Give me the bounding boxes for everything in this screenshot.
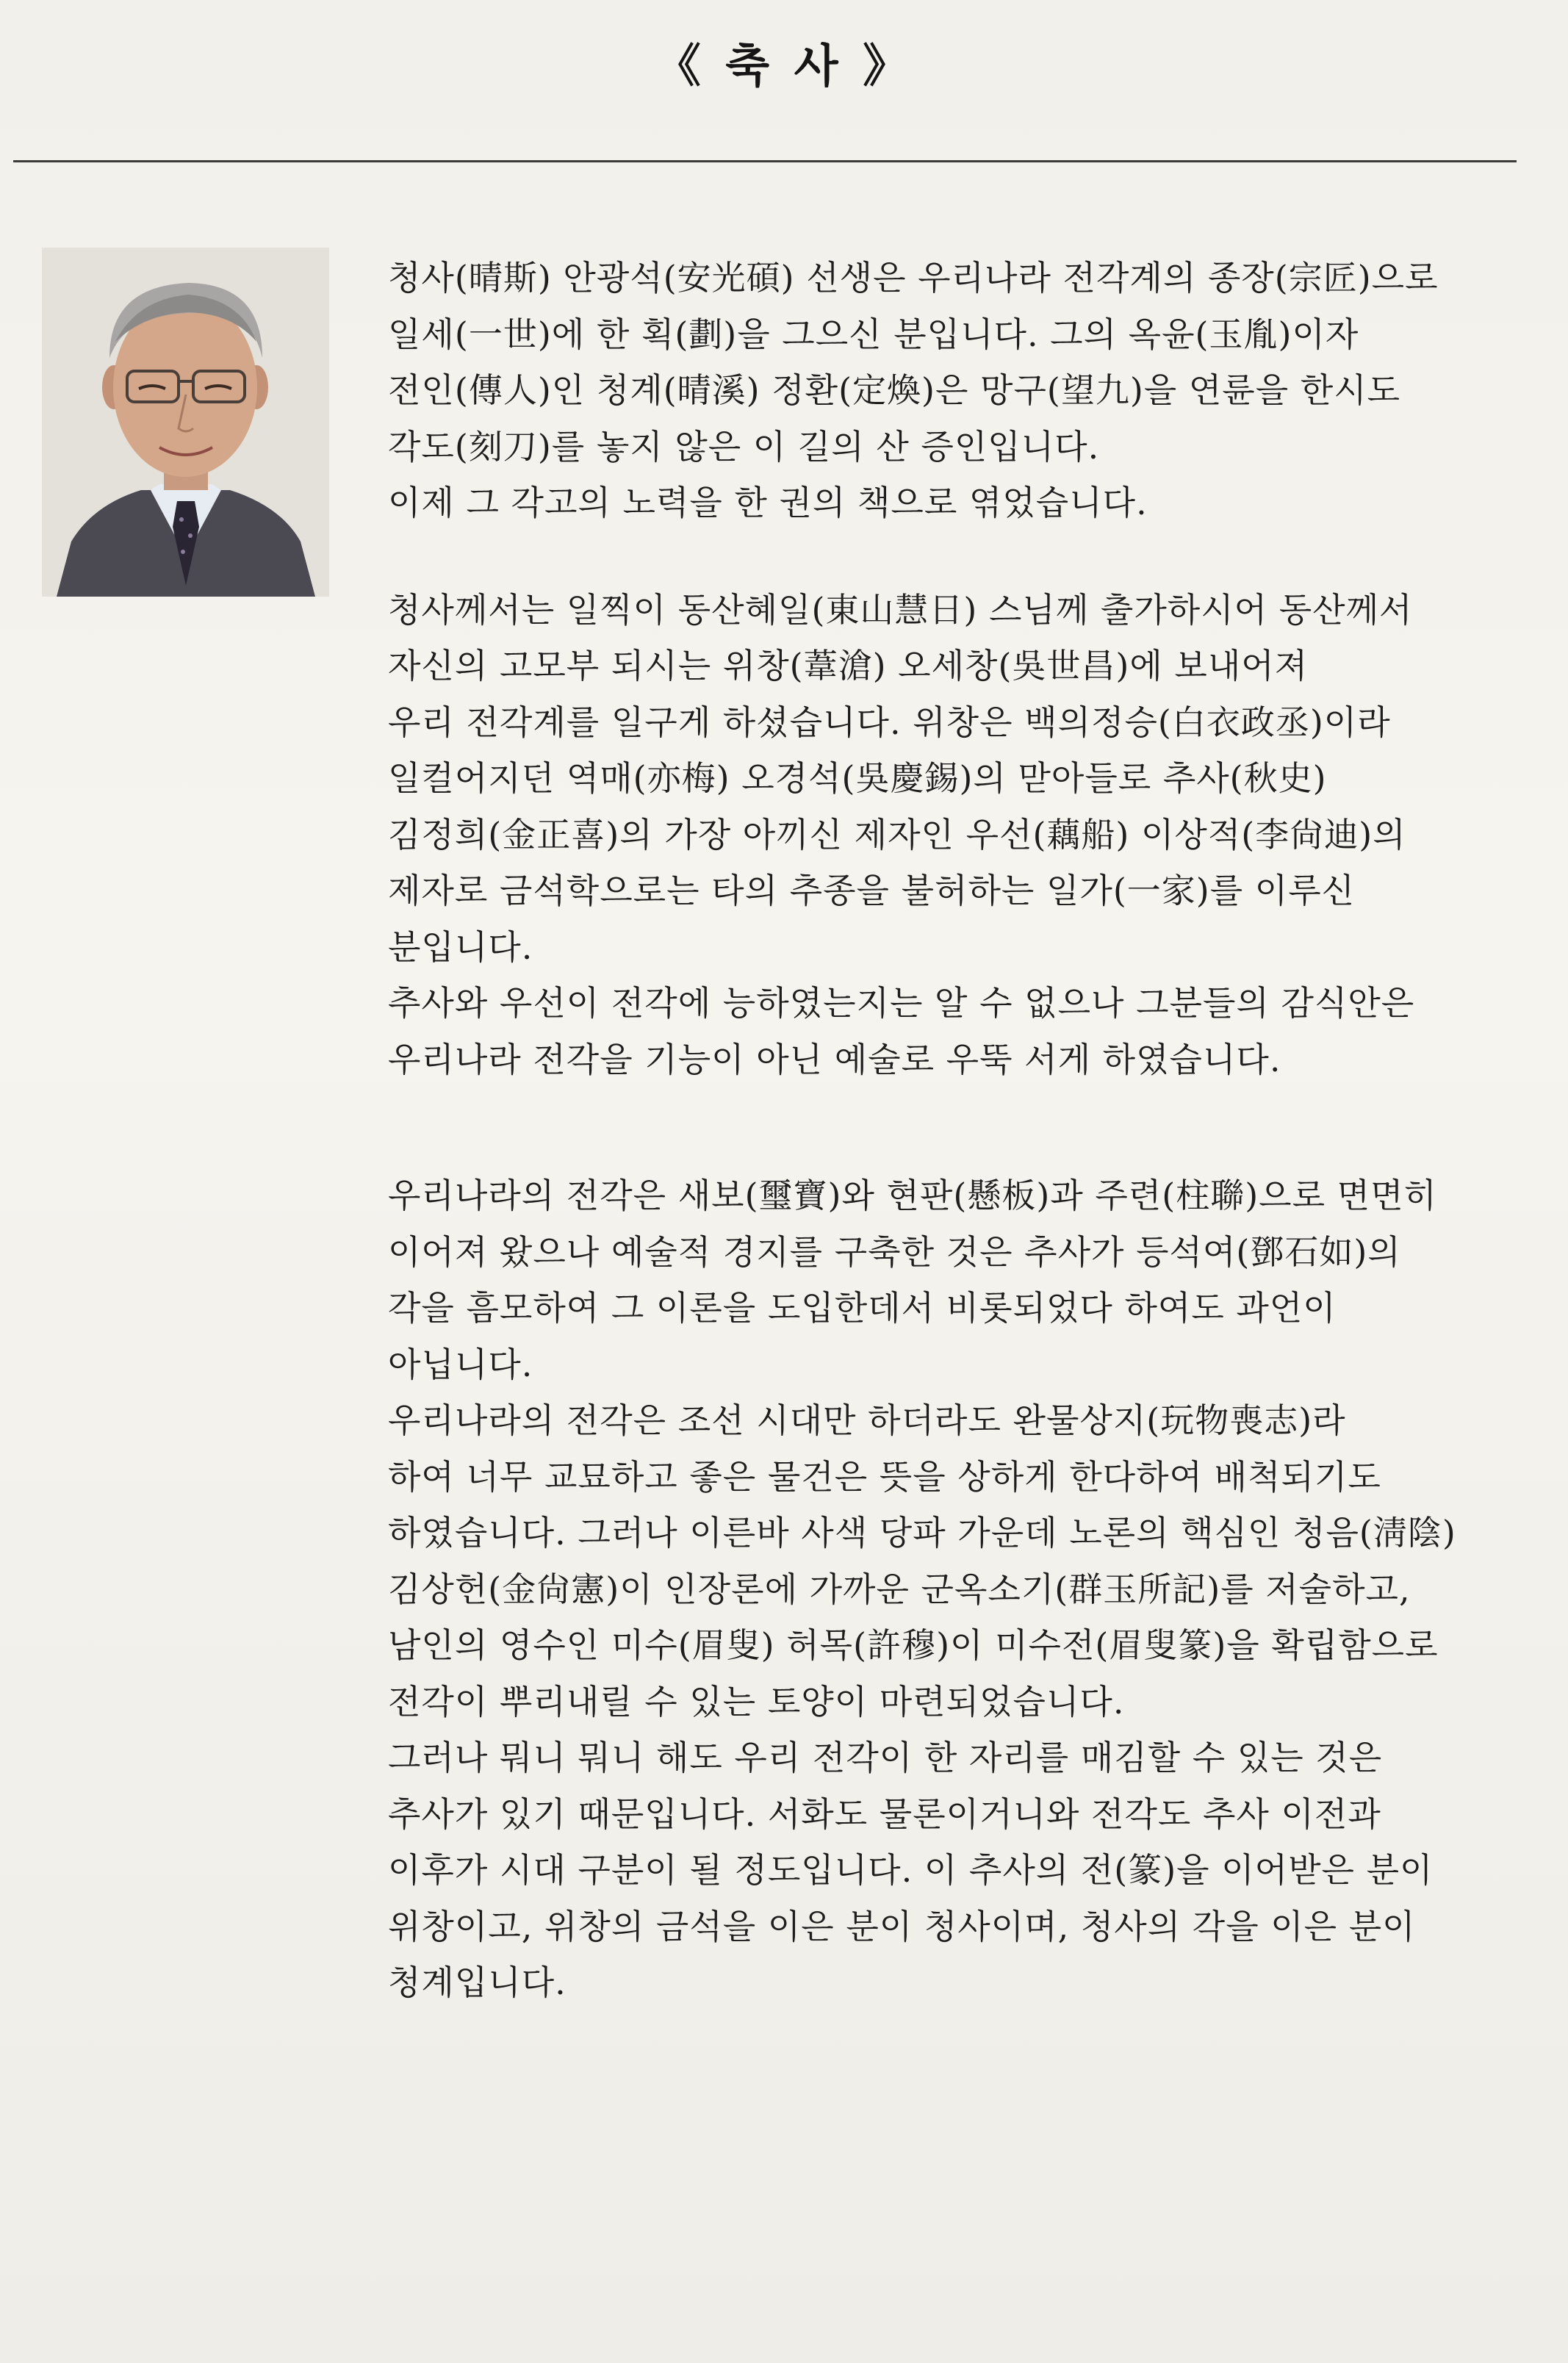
text-line: 아닙니다. — [388, 1344, 533, 1384]
text-line: 위창이고, 위창의 금석을 이은 분이 청사이며, 청사의 각을 이은 분이 — [388, 1906, 1416, 1946]
text-line: 하였습니다. 그러나 이른바 사색 당파 가운데 노론의 핵심인 청음(淸陰) — [388, 1513, 1456, 1553]
paragraph-1 — [388, 250, 1512, 531]
text-line: 청계입니다. — [388, 1963, 567, 2002]
text-line: 우리나라 전각을 기능이 아닌 예술로 우뚝 서게 하였습니다. — [388, 1039, 1281, 1079]
page-title: 《 축 사 》 — [655, 39, 913, 93]
text-line: 남인의 영수인 미수(眉叟) 허목(許穆)이 미수전(眉叟篆)을 확립함으로 — [388, 1625, 1439, 1665]
text-line: 김상헌(金尙憲)이 인장론에 가까운 군옥소기(群玉所記)를 저술하고, — [388, 1569, 1411, 1609]
text-line: 각도(刻刀)를 놓지 않은 이 길의 산 증인입니다. — [388, 426, 1100, 467]
text-line: 이후가 시대 구분이 될 정도입니다. 이 추사의 전(篆)을 이어받은 분이 — [388, 1850, 1434, 1890]
paragraph-2 — [388, 582, 1512, 1088]
text-line: 그러나 뭐니 뭐니 해도 우리 전각이 한 자리를 매김할 수 있는 것은 — [388, 1738, 1383, 1777]
text-line: 추사와 우선이 전각에 능하였는지는 알 수 없으나 그분들의 감식안은 — [388, 983, 1415, 1023]
title-divider — [13, 160, 1517, 162]
text-line: 전인(傳人)인 청계(晴溪) 정환(定煥)은 망구(望九)을 연륜을 한시도 — [388, 370, 1401, 410]
text-line: 하여 너무 교묘하고 좋은 물건은 뜻을 상하게 한다하여 배척되기도 — [388, 1456, 1381, 1497]
portrait-photo — [42, 248, 329, 597]
text-line: 제자로 금석학으로는 타의 추종을 불허하는 일가(一家)를 이루신 — [388, 871, 1356, 910]
paragraph-3 — [388, 1168, 1512, 2011]
text-line: 전각이 뿌리내릴 수 있는 토양이 마련되었습니다. — [388, 1681, 1125, 1722]
text-line: 추사가 있기 때문입니다. 서화도 물론이거니와 전각도 추사 이전과 — [388, 1794, 1381, 1834]
text-line: 이어져 왔으나 예술적 경지를 구축한 것은 추사가 등석여(鄧石如)의 — [388, 1231, 1401, 1272]
text-line: 일세(一世)에 한 획(劃)을 그으신 분입니다. 그의 옥윤(玉胤)이자 — [388, 314, 1359, 354]
text-line: 청사께서는 일찍이 동산혜일(東山慧日) 스님께 출가하시어 동산께서 — [388, 589, 1413, 630]
article-body — [388, 250, 1512, 2011]
text-line: 우리 전각계를 일구게 하셨습니다. 위창은 백의정승(白衣政丞)이라 — [388, 702, 1391, 742]
paragraph-gap — [388, 1087, 1512, 1168]
text-line: 이제 그 각고의 노력을 한 권의 책으로 엮었습니다. — [388, 483, 1148, 522]
text-line: 우리나라의 전각은 새보(璽寶)와 현판(懸板)과 주련(柱聯)으로 면면히 — [388, 1176, 1437, 1215]
text-line: 자신의 고모부 되시는 위창(葦滄) 오세창(吳世昌)에 보내어져 — [388, 646, 1309, 686]
text-line: 각을 흠모하여 그 이론을 도입한데서 비롯되었다 하여도 과언이 — [388, 1288, 1337, 1328]
text-line: 김정희(金正喜)의 가장 아끼신 제자인 우선(藕船) 이상적(李尙迪)의 — [388, 814, 1406, 855]
paragraph-gap — [388, 531, 1512, 582]
text-line: 일컬어지던 역매(亦梅) 오경석(吳慶錫)의 맏아들로 추사(秋史) — [388, 758, 1327, 798]
text-line: 분입니다. — [388, 927, 533, 967]
text-line: 청사(晴斯) 안광석(安光碩) 선생은 우리나라 전각계의 종장(宗匠)으로 — [388, 258, 1439, 298]
text-line: 우리나라의 전각은 조선 시대만 하더라도 완물상지(玩物喪志)라 — [388, 1400, 1346, 1440]
